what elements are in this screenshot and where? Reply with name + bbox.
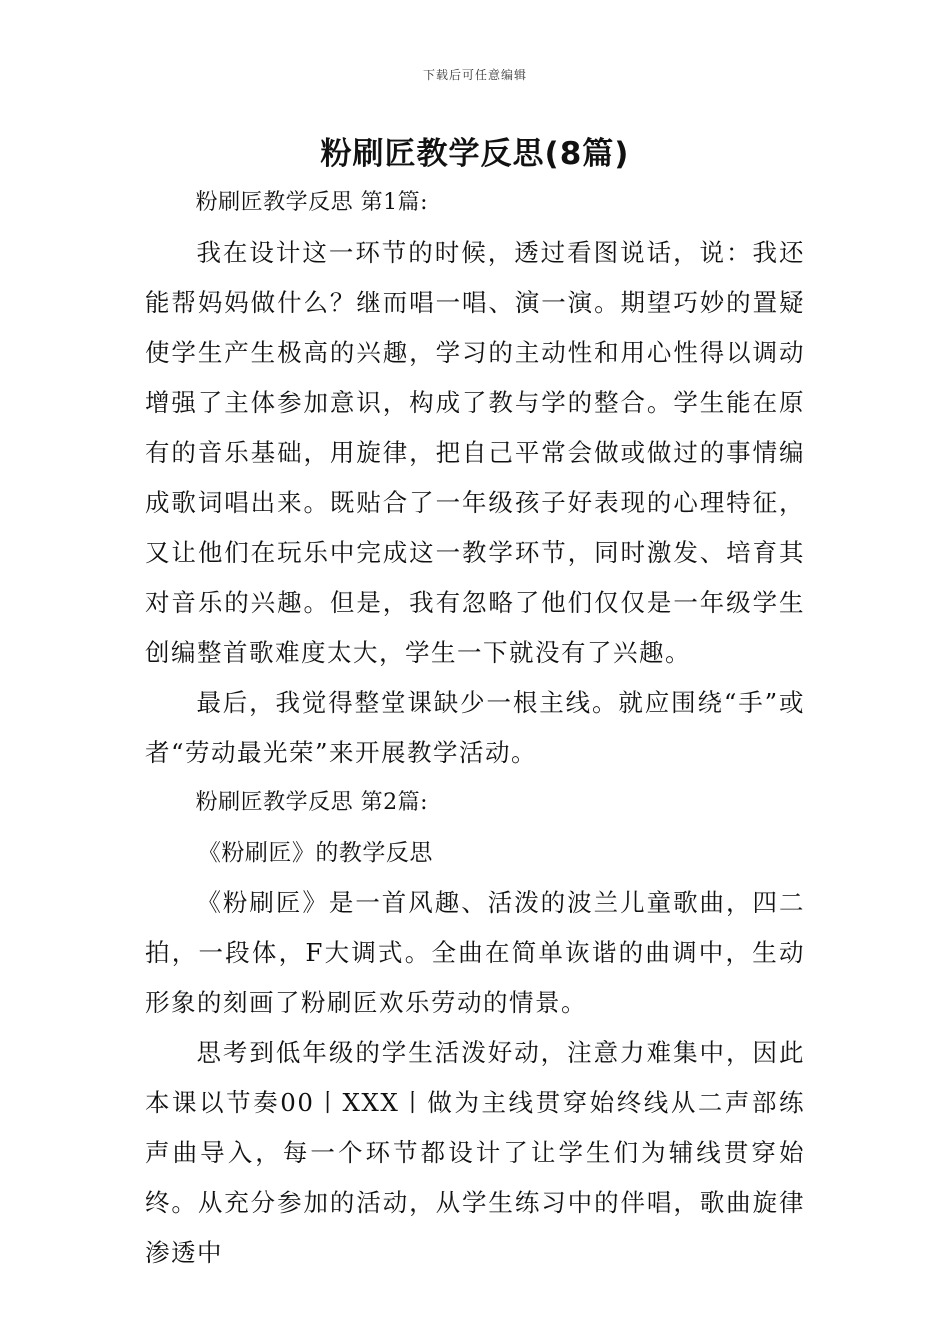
sub-heading: 《粉刷匠》的教学反思 xyxy=(197,840,433,866)
paragraph: 最后，我觉得整堂课缺少一根主线。就应围绕“手”或者“劳动最光荣”来开展教学活动。 xyxy=(145,688,805,767)
paragraph: 《粉刷匠》是一首风趣、活泼的波兰儿童歌曲，四二拍，一段体，F大调式。全曲在简单诙谐的曲调中，生动形象的刻画了粉刷匠欢乐劳动的情景。 xyxy=(145,888,805,1017)
header-note: 下载后可任意编辑 xyxy=(422,68,527,82)
section-heading-1: 粉刷匠教学反思 第1篇: xyxy=(195,190,428,215)
section-heading-2: 粉刷匠教学反思 第2篇: xyxy=(195,790,428,815)
paragraph: 思考到低年级的学生活泼好动，注意力难集中，因此本课以节奏00丨XXX丨做为主线贯穿始终线从二声部练声曲导入，每一个环节都设计了让学生们为辅线贯穿始终。从充分参加的活动，从学生练习中的伴唱，歌曲旋律渗透中 xyxy=(145,1038,805,1267)
document-body xyxy=(145,178,805,1278)
paragraph: 我在设计这一环节的时候，透过看图说话，说：我还能帮妈妈做什么？继而唱一唱、演一演。期望巧妙的置疑使学生产生极高的兴趣，学习的主动性和用心性得以调动增强了主体参加意识，构成了教与学的整合。学生能在原有的音乐基础，用旋律，把自己平常会做或做过的事情编成歌词唱出来。既贴合了一年级孩子好表现的心理特征，又让他们在玩乐中完成这一教学环节，同时激发、培育其对音乐的兴趣。但是，我有忽略了他们仅仅是一年级学生创编整首歌难度太大，学生一下就没有了兴趣。 xyxy=(145,238,805,667)
document-title: 粉刷匠教学反思(8篇) xyxy=(320,136,630,172)
